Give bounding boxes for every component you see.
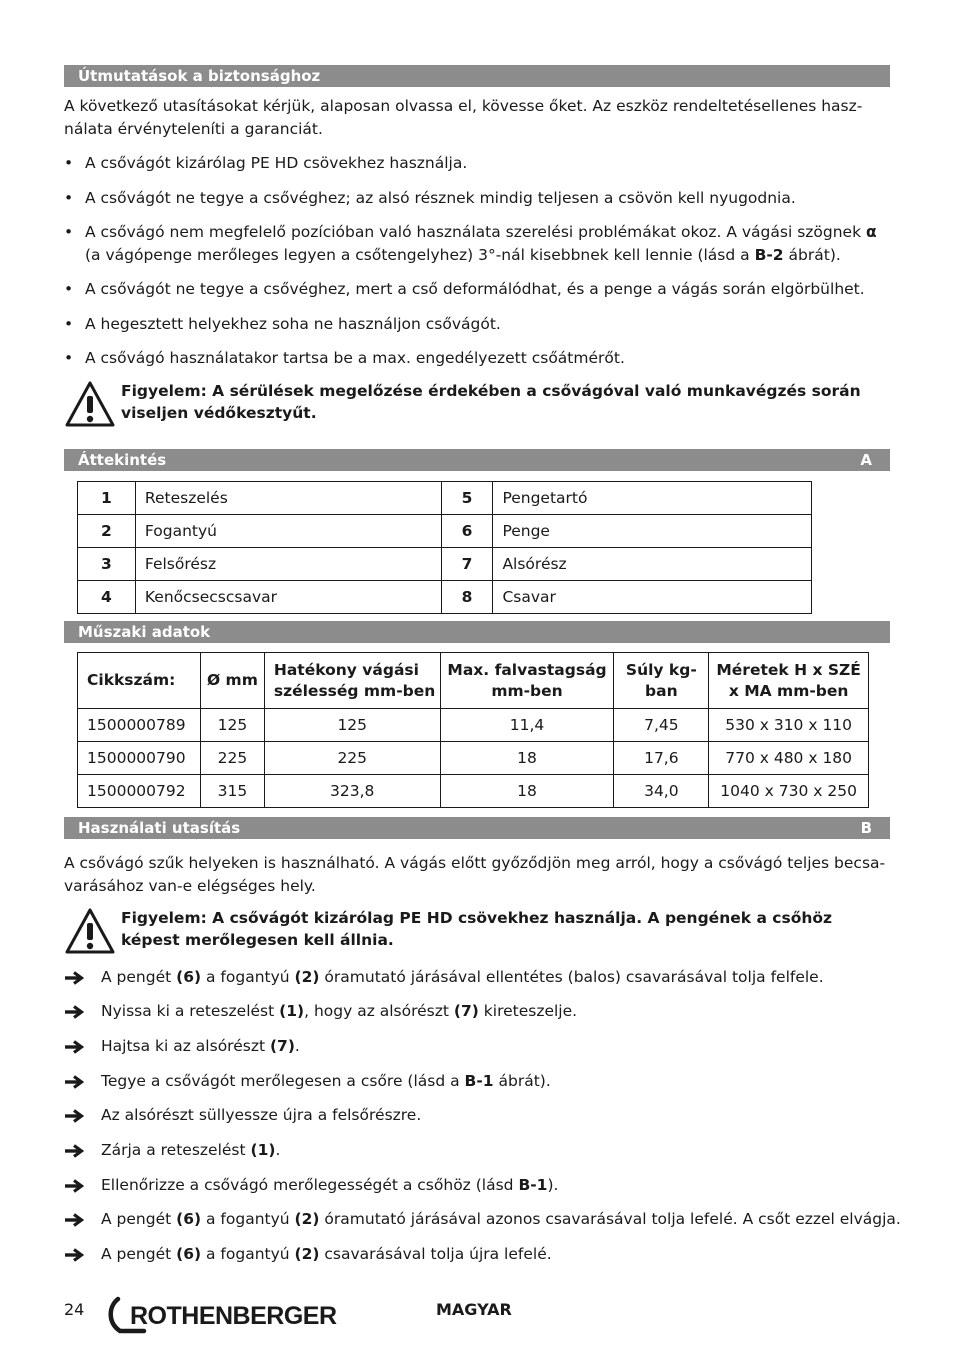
table-cell: 1500000792	[78, 775, 201, 808]
overview-table	[77, 481, 812, 614]
section-heading-usage	[64, 817, 890, 839]
table-cell: 17,6	[614, 742, 709, 775]
section-heading-label: Használati utasítás	[78, 819, 241, 837]
item-number: 5	[441, 482, 493, 515]
figure-letter: A	[860, 451, 872, 469]
item-label: Fogantyú	[135, 515, 441, 548]
warning-text: Figyelem: A sérülések megelőzése érdekében a csővágóval való munkavégzés során viseljen védőkesztyűt.	[121, 382, 861, 422]
table-cell: 530 x 310 x 110	[709, 709, 869, 742]
table-row	[78, 742, 869, 775]
arrow-right-icon	[64, 1144, 84, 1158]
column-header: Méretek H x SZÉ x MA mm-ben	[709, 653, 869, 709]
column-header: Súly kg-ban	[614, 653, 709, 709]
item-number: 2	[78, 515, 136, 548]
warning-triangle-icon	[64, 380, 116, 428]
section-heading-label: Útmutatások a biztonsághoz	[78, 67, 321, 85]
usage-step-text: Ellenőrizze a csővágó merőlegességét a csőhöz (lásd B-1).	[101, 1176, 559, 1194]
usage-step-text: A pengét (6) a fogantyú (2) óramutató járásával ellentétes (balos) csavarásával tolja felfele.	[101, 968, 824, 986]
item-number: 8	[441, 581, 493, 614]
usage-step-text: Hajtsa ki az alsórészt (7).	[101, 1037, 300, 1055]
usage-step	[64, 966, 904, 989]
item-number: 1	[78, 482, 136, 515]
table-header-row	[78, 653, 869, 709]
usage-step	[64, 1000, 904, 1023]
section-heading-overview	[64, 449, 890, 471]
safety-bullet: • A hegesztett helyekhez soha ne használjon csővágót.	[64, 313, 890, 336]
table-row	[78, 548, 812, 581]
item-number: 7	[441, 548, 493, 581]
section-heading-technical	[64, 621, 890, 643]
svg-text:ROTHENBERGER: ROTHENBERGER	[130, 1302, 337, 1330]
arrow-right-icon	[64, 1213, 84, 1227]
arrow-right-icon	[64, 1005, 84, 1019]
usage-step-text: Nyissa ki a reteszelést (1), hogy az alsórészt (7) kireteszelje.	[101, 1002, 578, 1020]
usage-step	[64, 1104, 904, 1127]
table-row	[78, 709, 869, 742]
column-header: Hatékony vágási szélesség mm-ben	[264, 653, 440, 709]
arrow-right-icon	[64, 1040, 84, 1054]
rothenberger-logo	[104, 1293, 354, 1335]
safety-bullet: • A csővágót kizárólag PE HD csövekhez használja.	[64, 152, 890, 175]
arrow-right-icon	[64, 1179, 84, 1193]
arrow-right-icon	[64, 1109, 84, 1123]
page-number: 24	[64, 1300, 85, 1319]
item-number: 3	[78, 548, 136, 581]
usage-step	[64, 1035, 904, 1058]
item-number: 6	[441, 515, 493, 548]
usage-step-text: Az alsórészt süllyessze újra a felsőrészre.	[101, 1106, 422, 1124]
table-cell: 1500000790	[78, 742, 201, 775]
table-row	[78, 775, 869, 808]
section-heading-safety	[64, 65, 890, 87]
safety-bullet: • A csővágót ne tegye a csővéghez, mert a cső deformálódhat, és a penge a vágás során elgörbülhet.	[64, 278, 890, 301]
table-cell: 315	[200, 775, 264, 808]
safety-bullet: • A csővágó használatakor tartsa be a max. engedélyezett csőátmérőt.	[64, 347, 890, 370]
usage-intro: A csővágó szűk helyeken is használható. A vágás előtt győződjön meg arról, hogy a csővágó teljes becsa-varásához van-e elégséges hely.	[64, 854, 886, 895]
usage-step-text: Tegye a csővágót merőlegesen a csőre (lásd a B-1 ábrát).	[101, 1072, 551, 1090]
section-heading-label: Műszaki adatok	[78, 623, 211, 641]
item-label: Felsőrész	[135, 548, 441, 581]
usage-step-text: A pengét (6) a fogantyú (2) óramutató járásával azonos csavarásával tolja lefelé. A csőt ezzel elvágja.	[101, 1210, 901, 1228]
item-number: 4	[78, 581, 136, 614]
table-cell: 323,8	[264, 775, 440, 808]
usage-step-text: Zárja a reteszelést (1).	[101, 1141, 281, 1159]
safety-intro: A következő utasításokat kérjük, alaposan olvassa el, kövesse őket. Az eszköz rendeltetésellenes hasz-nálata érvényteleníti a garanciát.	[64, 97, 863, 138]
table-row	[78, 581, 812, 614]
table-cell: 11,4	[440, 709, 614, 742]
item-label: Csavar	[493, 581, 812, 614]
warning-text: Figyelem: A csővágót kizárólag PE HD csövekhez használja. A pengének a csőhöz képest merőlegesen kell állnia.	[121, 909, 833, 949]
safety-warning	[64, 380, 890, 430]
brand-logo	[104, 1293, 354, 1339]
item-label: Kenőcsecscsavar	[135, 581, 441, 614]
table-cell: 770 x 480 x 180	[709, 742, 869, 775]
usage-step	[64, 1070, 904, 1093]
table-cell: 1500000789	[78, 709, 201, 742]
usage-step	[64, 1174, 904, 1197]
table-cell: 18	[440, 775, 614, 808]
usage-step	[64, 1208, 904, 1231]
item-label: Penge	[493, 515, 812, 548]
safety-bullet: • A csővágót ne tegye a csővéghez; az alsó résznek mindig teljesen a csövön kell nyugodnia.	[64, 187, 890, 210]
technical-table	[77, 652, 869, 808]
usage-step	[64, 1139, 904, 1162]
arrow-right-icon	[64, 1075, 84, 1089]
item-label: Reteszelés	[135, 482, 441, 515]
arrow-right-icon	[64, 1248, 84, 1262]
item-label: Alsórész	[493, 548, 812, 581]
usage-step	[64, 1243, 904, 1266]
usage-step-text: A pengét (6) a fogantyú (2) csavarásával tolja újra lefelé.	[101, 1245, 552, 1263]
language-label: MAGYAR	[436, 1300, 512, 1319]
table-cell: 18	[440, 742, 614, 775]
table-cell: 125	[200, 709, 264, 742]
figure-letter: B	[860, 819, 872, 837]
table-cell: 7,45	[614, 709, 709, 742]
section-heading-label: Áttekintés	[78, 451, 167, 469]
item-label: Pengetartó	[493, 482, 812, 515]
table-cell: 225	[200, 742, 264, 775]
table-row	[78, 515, 812, 548]
arrow-right-icon	[64, 971, 84, 985]
column-header: Ø mm	[200, 653, 264, 709]
column-header: Max. falvastagság mm-ben	[440, 653, 614, 709]
table-row	[78, 482, 812, 515]
warning-triangle-icon	[64, 907, 116, 955]
safety-bullet: • A csővágó nem megfelelő pozícióban való használata szerelési problémákat okoz. A vágási szögnek α (a vágópenge merőleges legyen a csőtengelyhez) 3°-nál kisebbnek kell lennie (lásd a B-2 ábrát).	[64, 221, 890, 267]
table-cell: 125	[264, 709, 440, 742]
usage-warning	[64, 907, 890, 957]
table-cell: 225	[264, 742, 440, 775]
table-cell: 34,0	[614, 775, 709, 808]
column-header: Cikkszám:	[78, 653, 201, 709]
table-cell: 1040 x 730 x 250	[709, 775, 869, 808]
